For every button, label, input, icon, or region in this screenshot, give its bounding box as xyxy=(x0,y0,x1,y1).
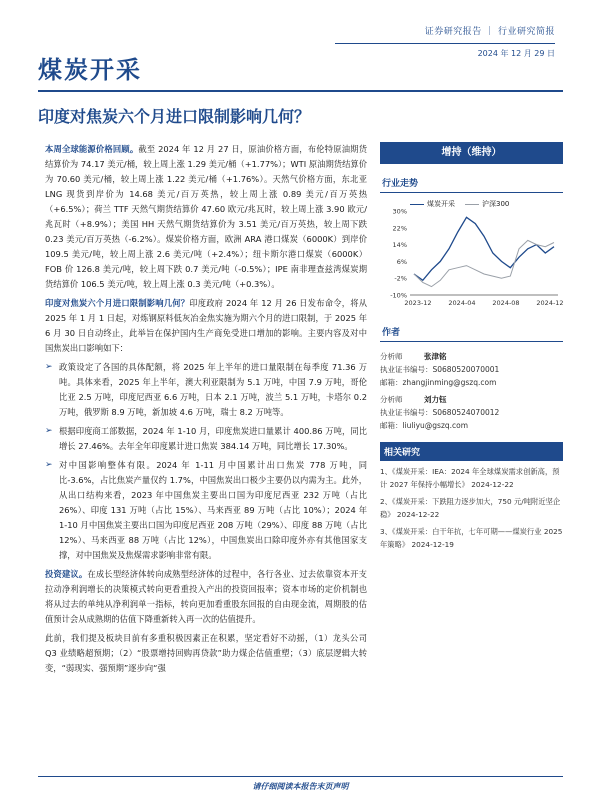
trend-chart-svg xyxy=(380,195,563,313)
legend-label-sector: 煤炭开采 xyxy=(427,200,455,208)
paragraph-continued xyxy=(45,631,367,676)
y-tick-label: 22% xyxy=(392,224,407,233)
license-label: 执业证书编号： xyxy=(380,365,433,374)
main-content xyxy=(45,142,367,680)
legend-swatch-sector xyxy=(410,204,424,205)
related-section-title: 相关研究 xyxy=(380,442,563,461)
analyst-list xyxy=(380,350,563,432)
paragraph-investment-advice xyxy=(45,567,367,627)
india-coke-body: 印度政府 2024 年 12 月 26 日发布命令，将从 2025 年 1 月 1 日起，对炼钢原料低灰冶金焦实施为期六个月的进口限制，于 2025 年 6 月 30 日自动终止，此举旨在保护国内生产商免受进口增加的影响。主要内容及对中国焦炭出口影响如下： xyxy=(45,298,367,353)
report-title: 印度对焦炭六个月进口限制影响几何？ xyxy=(38,107,311,126)
bullet-list xyxy=(45,360,367,563)
related-item[interactable]: 3、《煤炭开采：白干年抗，七年可期——煤炭行业 2025 年策略》 2024-12-19 xyxy=(380,527,563,549)
x-tick-label: 2024-04 xyxy=(448,299,476,307)
license-label: 执业证书编号： xyxy=(380,408,433,417)
sector-title: 煤炭开采 xyxy=(38,56,142,84)
analyst-name: 刘力钰 xyxy=(424,395,447,404)
legend-label-index: 沪深300 xyxy=(482,200,510,208)
analyst-role: 分析师 xyxy=(380,352,403,361)
analyst-card xyxy=(380,350,563,389)
related-item[interactable]: 2、《煤炭开采：下跌阻力逐步加大，750 元/吨附近坚企稳》 2024-12-22 xyxy=(380,497,561,519)
arrow-bullet-icon: ➢ xyxy=(45,460,53,470)
x-tick-label: 2024-12 xyxy=(536,299,563,307)
related-list xyxy=(380,465,563,551)
report-header xyxy=(335,24,555,59)
legend-item-index xyxy=(465,199,509,209)
y-tick-label: 6% xyxy=(396,257,407,266)
investment-advice-heading: 投资建议。 xyxy=(45,569,88,579)
paragraph-price-review xyxy=(45,142,367,292)
bullet-text: 政策设定了各国的具体配额，将 2025 年上半年的进口量限制在每季度 71.36 万吨。具体来看，2025 年上半年，澳大利亚限制为 5.1 万吨，中国 7.9 万吨，哥伦比亚 2.5 万吨，印度尼西亚 6.6 万吨，日本 2.1 万吨，波兰 5.1 万吨，卡塔尔 0.2 万吨，俄罗斯 8.9 万吨，新加坡 4.6 万吨，瑞士 8.2 万吨等。 xyxy=(59,362,367,417)
analyst-role: 分析师 xyxy=(380,395,403,404)
continued-body: 此前，我们提及板块目前有多重积极因素正在积累，坚定看好不动摇，（1）龙头公司 Q3 业绩略超预期；（2）“股票增持回购再贷款”助力煤企估值重塑；（3）底层逻辑大转变，“弱现实、强预期”逐步向“强 xyxy=(45,633,367,673)
authors-section-title: 作者 xyxy=(380,323,563,342)
sidebar xyxy=(380,142,563,555)
investment-advice-body: 在成长型经济体转向成熟型经济体的过程中，各行各业、过去依靠资本开支拉动净利润增长的决策模式转向更看重投入产出的投资回报率；资本市场的定价机制也将从过去的单纯从净利润单一指标，转向更加看重股东回报的自由现金流，周期股的估值预计会从成熟期的估值下降重新转入再一次的估值提升。 xyxy=(45,569,367,624)
price-review-heading: 本周全球能源价格回顾。 xyxy=(45,144,139,154)
email-address[interactable]: zhangjinming@gszq.com xyxy=(402,378,497,387)
bullet-text: 根据印度商工部数据，2024 年 1-10 月，印度焦炭进口量累计 400.86 万吨，同比增长 27.46%。去年全年印度累计进口焦炭 384.14 万吨，同比增长 17.30%。 xyxy=(59,426,367,451)
trend-chart xyxy=(380,195,563,313)
list-item xyxy=(45,458,367,563)
legend-item-sector xyxy=(410,199,455,209)
x-tick-label: 2024-08 xyxy=(492,299,520,307)
trend-section-title: 行业走势 xyxy=(380,174,563,193)
list-item xyxy=(45,424,367,454)
y-tick-label: -10% xyxy=(390,291,407,300)
list-item xyxy=(45,360,367,420)
paragraph-india-coke xyxy=(45,296,367,356)
analyst-name: 张津铭 xyxy=(424,352,447,361)
rating-badge: 增持（维持） xyxy=(380,142,563,164)
arrow-bullet-icon: ➢ xyxy=(45,426,53,436)
email-label: 邮箱： xyxy=(380,421,403,430)
series-line-sector xyxy=(414,217,554,280)
email-address[interactable]: liuliyu@gszq.com xyxy=(402,421,469,430)
india-coke-heading: 印度对焦炭六个月进口限制影响几何？ xyxy=(45,298,190,308)
y-tick-label: 30% xyxy=(392,207,407,216)
y-tick-label: 14% xyxy=(392,241,407,250)
x-tick-label: 2023-12 xyxy=(404,299,432,307)
analyst-card xyxy=(380,393,563,432)
price-review-body: 截至 2024 年 12 月 27 日，原油价格方面，布伦特原油期货结算价为 74.17 美元/桶，较上周上涨 1.29 美元/桶（+1.77%）；WTI 原油期货结算价为 70.60 美元/桶，较上周上涨 1.22 美元/桶（+1.76%）。天然气价格方面，东北亚 LNG 现货到岸价为 14.68 美元/百万英热，较上周上涨 0.89 美元/百万英热（+6.5%）；荷兰 TTF 天然气期货结算价 47.60 欧元/兆瓦时，较上周上涨 3.90 欧元/兆瓦时（+8.9%）；美国 HH 天然气期货结算价为 3.51 美元/百万英热，较上周下跌 0.23 美元/百万英热（-6.2%）。煤炭价格方面，欧洲 ARA 港口煤炭（6000K）到岸价 109.5 美元/吨，较上周上涨 2.6 美元/吨（+2.4%）；纽卡斯尔港口煤炭（6000K）FOB 价 126.8 美元/吨，较上周下跌 0.7 美元/吨（-0.5%）；IPE 南非理查兹湾煤炭期货结算价 106.5 美元/吨，较上周上涨 0.3 美元/吨（+0.3%）。 xyxy=(45,144,367,289)
y-tick-label: -2% xyxy=(394,274,407,283)
legend-swatch-index xyxy=(465,204,479,205)
email-label: 邮箱： xyxy=(380,378,403,387)
report-type-breadcrumb: 证券研究报告 ｜ 行业研究简报 xyxy=(424,27,555,37)
arrow-bullet-icon: ➢ xyxy=(45,362,53,372)
related-item[interactable]: 1、《煤炭开采：IEA：2024 年全球煤炭需求创新高，预计 2027 年保持小幅增长》 2024-12-22 xyxy=(380,467,560,489)
report-date: 2024 年 12 月 29 日 xyxy=(335,43,555,59)
license-number: S0680524070012 xyxy=(432,408,500,417)
chart-legend xyxy=(410,199,509,209)
bullet-text: 对中国影响整体有限。2024 年 1-11 月中国累计出口焦炭 778 万吨，同比-3.6%，占比焦炭产量仅约 1.7%，中国焦炭出口极少主要仍以内需为主。此外，从出口结构来看，2023 年中国焦炭主要出口国为印度尼西亚 232 万吨（占比 26%）、印度 131 万吨（占比 15%）、马来西亚 89 万吨（占比 10%）；2024 年 1-10 月中国焦炭主要出口国为印度尼西亚 208 万吨（29%）、印度 88 万吨（占比 12%）、马来西亚 88 万吨（占比 12%），中国焦炭出口除印度外亦有其他国家支撑，对中国焦炭及焦煤需求影响非常有限。 xyxy=(59,460,367,560)
license-number: S0680520070001 xyxy=(432,365,500,374)
series-line-index xyxy=(414,240,554,286)
footer-disclaimer: 请仔细阅读本报告末页声明 xyxy=(38,776,563,792)
title-divider xyxy=(38,90,563,92)
